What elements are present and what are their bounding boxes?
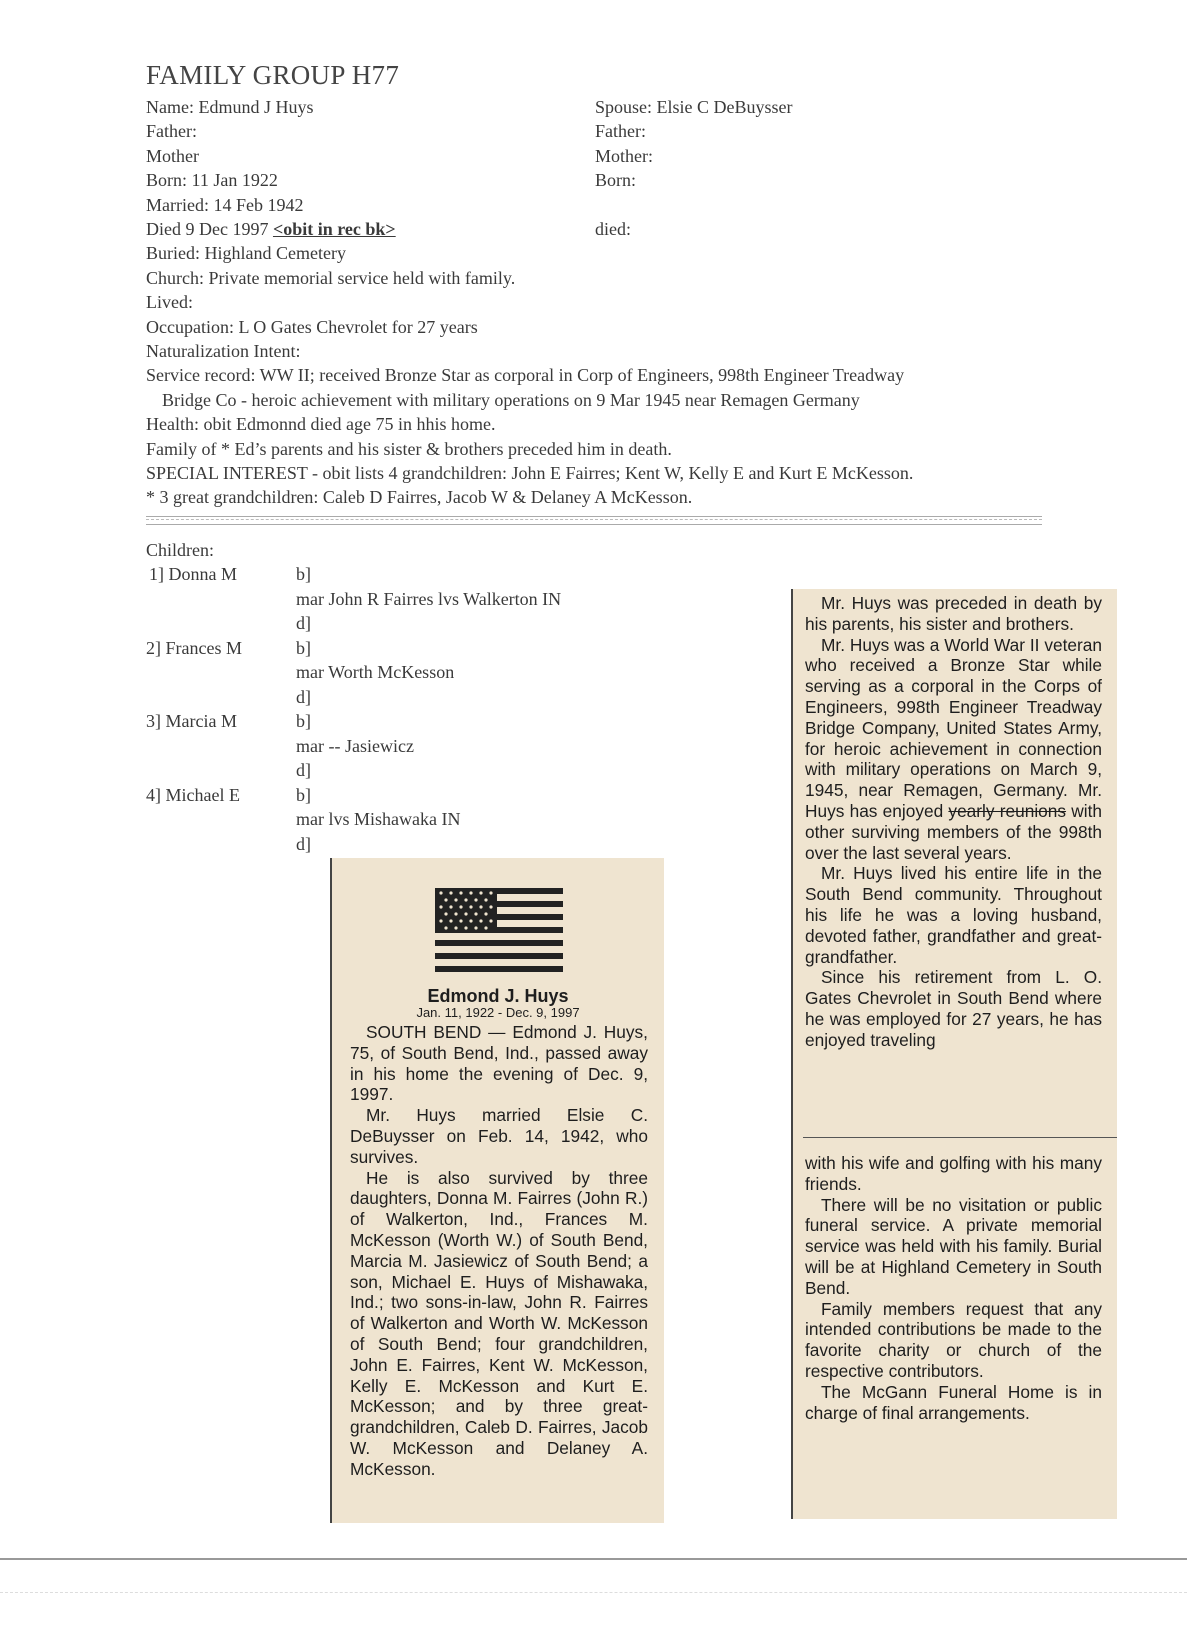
obituary-paragraph: Mr. Huys married Elsie C. DeBuysser on Feb. 14, 1942, who survives.: [350, 1105, 648, 1167]
spouse-name-line: Spouse: Elsie C DeBuysser: [595, 97, 793, 117]
obituary-paragraph: Family members request that any intended contributions be made to the favorite charity or church of the respective contributors.: [805, 1298, 1102, 1381]
child-died: d]: [296, 760, 311, 780]
obituary-body-right-bottom: [805, 1153, 1102, 1423]
child-died: d]: [296, 613, 311, 633]
obituary-text: Mr. Huys was a World War II veteran who received a Bronze Star while serving as a corporal in the Corps of Engineers, 998th Engineer Treadway Bridge Company, United States Army, for heroic achievement in connection with military operations on March 9, 1945, near Remagen, Germany. Mr. Huys has enjoyed: [805, 634, 1102, 821]
married-line: Married: 14 Feb 1942: [146, 195, 304, 215]
child-name: 3] Marcia M: [146, 711, 237, 731]
obituary-dates: Jan. 11, 1922 - Dec. 9, 1997: [416, 1005, 580, 1020]
died-text: Died 9 Dec 1997: [146, 219, 273, 239]
service-line-2: Bridge Co - heroic achievement with military operations on 9 Mar 1945 near Remagen Germany: [162, 390, 860, 410]
obituary-paragraph: There will be no visitation or public funeral service. A private memorial service was held with his family. Burial will be at Highland Cemetery in South Bend.: [805, 1194, 1102, 1298]
scan-edge-line: [0, 1558, 1187, 1560]
buried-line: Buried: Highland Cemetery: [146, 243, 346, 263]
obituary-paragraph: with his wife and golfing with his many friends.: [805, 1153, 1102, 1194]
child-name: 4] Michael E: [146, 785, 240, 805]
name-line: Name: Edmund J Huys: [146, 97, 314, 117]
child-married: mar lvs Mishawaka IN: [296, 809, 461, 829]
obituary-paragraph: [805, 635, 1102, 864]
obituary-paragraph: SOUTH BEND — Edmond J. Huys, 75, of South Bend, Ind., passed away in his home the evening of Dec. 9, 1997.: [350, 1022, 648, 1105]
spouse-mother-line: Mother:: [595, 146, 653, 166]
obituary-paragraph: Since his retirement from L. O. Gates Chevrolet in South Bend where he was employed for 27 years, he has enjoyed traveling: [805, 967, 1102, 1050]
child-name: 1] Donna M: [149, 564, 237, 584]
obituary-title: Edmond J. Huys: [427, 986, 569, 1006]
child-married: mar -- Jasiewicz: [296, 736, 414, 756]
child-name: 2] Frances M: [146, 638, 242, 658]
child-married: mar Worth McKesson: [296, 662, 455, 682]
child-born: b]: [296, 785, 311, 805]
child-married: mar John R Fairres lvs Walkerton IN: [296, 589, 562, 609]
occupation-line: Occupation: L O Gates Chevrolet for 27 years: [146, 317, 478, 337]
church-line: Church: Private memorial service held with family.: [146, 268, 516, 288]
flag-icon: [435, 888, 563, 976]
obituary-paragraph: Mr. Huys lived his entire life in the South Bend community. Throughout his life he was a loving husband, devoted father, grandfather and great-grandfather.: [805, 863, 1102, 967]
naturalization-line: Naturalization Intent:: [146, 341, 301, 361]
obit-record-link[interactable]: <obit in rec bk>: [272, 219, 396, 239]
obituary-paragraph: Mr. Huys was preceded in death by his parents, his sister and brothers.: [805, 593, 1102, 634]
special-interest-line: SPECIAL INTEREST - obit lists 4 grandchildren: John E Fairres; Kent W, Kelly E and Kurt E McKesson.: [146, 463, 914, 483]
health-line: Health: obit Edmonnd died age 75 in hhis home.: [146, 414, 496, 434]
spouse-died-line: died:: [595, 219, 631, 239]
born-line: Born: 11 Jan 1922: [146, 170, 278, 190]
struck-text: yearly reunions: [948, 800, 1067, 821]
obituary-body-right-top: [805, 593, 1102, 1051]
spouse-father-line: Father:: [595, 121, 646, 141]
child-died: d]: [296, 834, 311, 854]
page-title: FAMILY GROUP H77: [146, 60, 400, 90]
separator-line: [146, 516, 1042, 525]
child-born: b]: [296, 638, 311, 658]
child-born: b]: [296, 711, 311, 731]
clipping-cut-line: [803, 1137, 1117, 1138]
mother-line: Mother: [146, 146, 199, 166]
obituary-clipping-left: [330, 858, 664, 1523]
father-line: Father:: [146, 121, 197, 141]
lived-line: Lived:: [146, 292, 193, 312]
died-line: [146, 217, 396, 241]
scan-edge-line: [0, 1592, 1187, 1593]
child-died: d]: [296, 687, 311, 707]
obituary-paragraph: He is also survived by three daughters, Donna M. Fairres (John R.) of Walkerton, Ind., Frances M. McKesson (Worth W.) of South Bend, Marcia M. Jasiewicz of South Bend; a son, Michael E. Huys of Mishawaka, Ind.; two sons-in-law, John R. Fairres of Walkerton and Worth W. McKesson of South Bend; four grandchildren, John E. Fairres, Kent W. McKesson, Kelly E. McKesson and Kurt E. McKesson; and by three great-grandchildren, Caleb D. Fairres, Jacob W. McKesson and Delaney A. McKesson.: [350, 1167, 648, 1479]
children-label: Children:: [146, 540, 214, 560]
service-line-1: Service record: WW II; received Bronze Star as corporal in Corp of Engineers, 998th Engineer Treadway: [146, 365, 905, 385]
spouse-born-line: Born:: [595, 170, 637, 190]
obituary-paragraph: The McGann Funeral Home is in charge of final arrangements.: [805, 1381, 1102, 1423]
obituary-text: with other surviving members of the 998th over the last several years.: [805, 800, 1102, 863]
obituary-clipping-right: [791, 589, 1117, 1519]
obituary-body-left: [350, 1022, 648, 1480]
family-of-line: Family of * Ed’s parents and his sister & brothers preceded him in death.: [146, 439, 672, 459]
great-grandchildren-line: * 3 great grandchildren: Caleb D Fairres, Jacob W & Delaney A McKesson.: [146, 487, 693, 507]
child-born: b]: [296, 564, 311, 584]
